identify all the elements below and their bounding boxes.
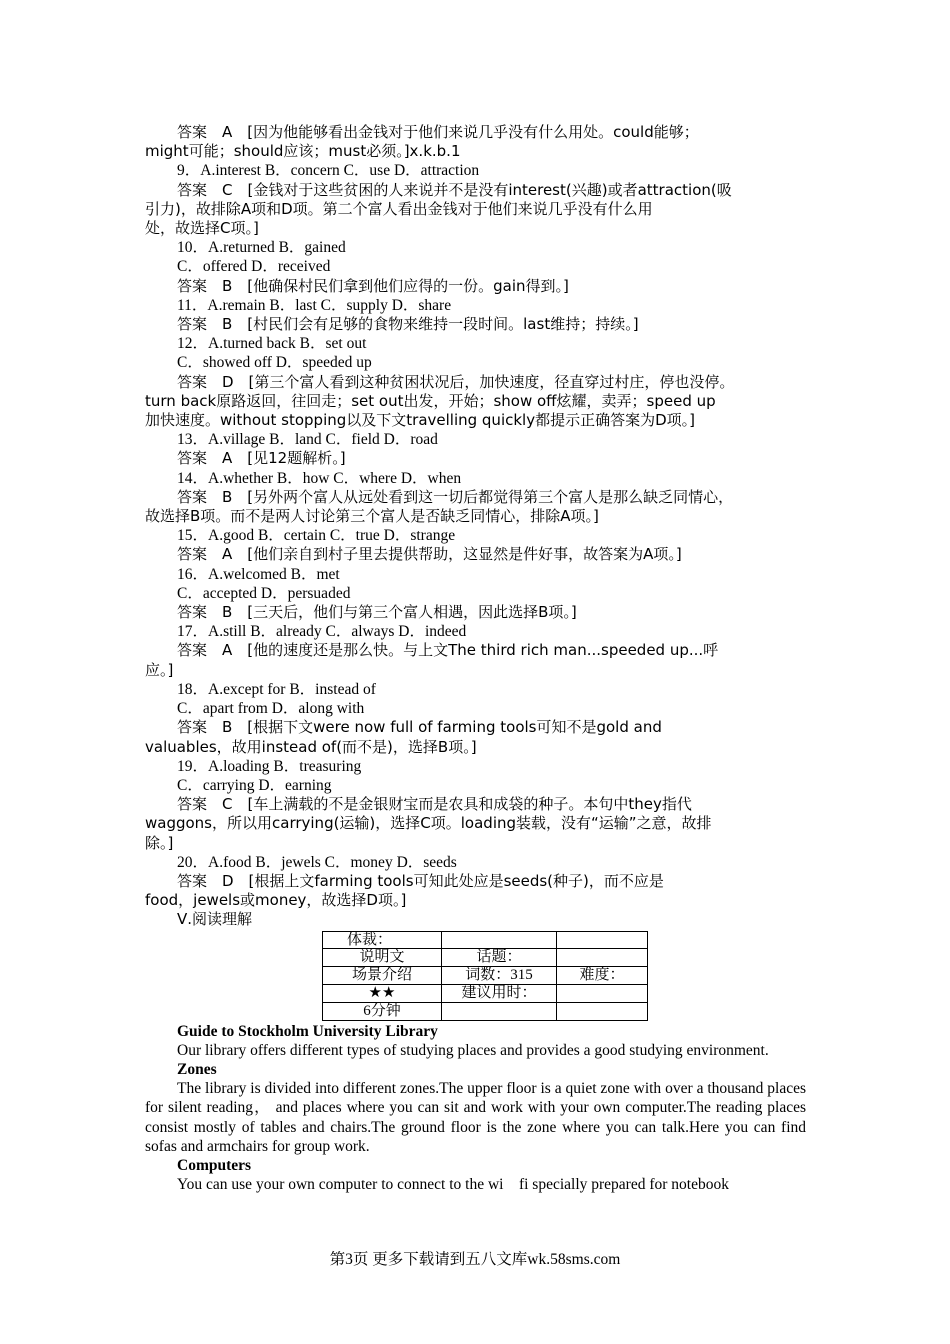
text-line: 答案 B [另外两个富人从远处看到这一切后都觉得第三个富人是那么缺乏同情心， bbox=[177, 487, 734, 506]
text-line: valuables，故用instead of(而不是)，选择B项。] bbox=[145, 737, 477, 756]
text-line: might可能；should应该；must必须。]x.k.b.1 bbox=[145, 142, 461, 161]
info-cell: 场景介绍 bbox=[323, 967, 442, 985]
text-line: 答案 B [三天后，他们与第三个富人相遇，因此选择B项。] bbox=[177, 603, 577, 622]
info-row bbox=[323, 931, 648, 949]
passage-paragraph: Computers bbox=[177, 1156, 252, 1174]
info-cell: 体裁： bbox=[323, 931, 442, 949]
text-line: C．offered D．received bbox=[177, 258, 331, 276]
text-line: 10．A.returned B．gained bbox=[177, 239, 346, 257]
text-line: C．accepted D．persuaded bbox=[177, 584, 351, 602]
info-cell bbox=[557, 931, 648, 949]
text-line: 11．A.remain B．last C．supply D．share bbox=[177, 296, 452, 314]
info-cell bbox=[557, 1002, 648, 1020]
info-cell: 说明文 bbox=[323, 949, 442, 967]
text-line: 13．A.village B．land C．field D．road bbox=[177, 431, 438, 449]
text-line: C．apart from D．along with bbox=[177, 700, 365, 718]
passage-paragraph: Zones bbox=[177, 1060, 217, 1078]
info-cell: 建议用时： bbox=[442, 984, 557, 1002]
text-line: 9．A.interest B．concern C．use D．attraction bbox=[177, 162, 480, 180]
text-line: 答案 D [第三个富人看到这种贫困状况后，加快速度，径直穿过村庄，停也没停。 bbox=[177, 372, 735, 391]
info-cell bbox=[557, 984, 648, 1002]
info-cell: 6分钟 bbox=[323, 1002, 442, 1020]
document-body bbox=[145, 123, 806, 1194]
text-line: 答案 C [金钱对于这些贫困的人来说并不是没有interest(兴趣)或者attraction(吸 bbox=[177, 180, 732, 199]
info-row bbox=[323, 984, 648, 1002]
text-line: C．showed off D．speeded up bbox=[177, 354, 372, 372]
reading-passage bbox=[145, 1022, 806, 1195]
page-footer: 第3页 更多下载请到五八文库wk.58sms.com bbox=[329, 1251, 621, 1268]
text-line: 16．A.welcomed B．met bbox=[177, 565, 340, 583]
text-line: 12．A.turned back B．set out bbox=[177, 335, 367, 353]
info-cell: 话题： bbox=[442, 949, 557, 967]
info-cell bbox=[557, 949, 648, 967]
text-line: 答案 B [村民们会有足够的食物来维持一段时间。last维持；持续。] bbox=[177, 315, 639, 334]
passage-paragraph: Guide to Stockholm University Library bbox=[177, 1022, 438, 1040]
text-line: 17．A.still B．already C．always D．indeed bbox=[177, 623, 467, 641]
passage-info-table bbox=[322, 931, 648, 1021]
info-cell: 难度： bbox=[557, 967, 648, 985]
text-line: 18．A.except for B．instead of bbox=[177, 680, 376, 698]
text-line: 14．A.whether B．how C．where D．when bbox=[177, 469, 462, 487]
info-cell: ★★ bbox=[323, 984, 442, 1002]
text-line: 答案 D [根据上文farming tools可知此处应是seeds(种子)，而不应是 bbox=[177, 871, 664, 890]
text-line: 19．A.loading B．treasuring bbox=[177, 757, 362, 775]
text-line: 引力)，故排除A项和D项。第二个富人看出金钱对于他们来说几乎没有什么用 bbox=[145, 199, 653, 218]
text-line: 答案 A [因为他能够看出金钱对于他们来说几乎没有什么用处。could能够； bbox=[177, 123, 699, 141]
info-cell bbox=[442, 931, 557, 949]
text-line: 答案 B [根据下文were now full of farming tools可知不是gold and bbox=[177, 718, 662, 737]
info-row bbox=[323, 967, 648, 985]
text-line: 20．A.food B．jewels C．money D．seeds bbox=[177, 853, 457, 871]
info-cell bbox=[442, 1002, 557, 1020]
passage-paragraph: The library is divided into different zones.The upper floor is a quiet zone with over a thousand places for silent reading， and places where you can sit and work with your own computer.The reading places consist mostly of tables and chairs.The ground floor is the zone where you can talk.Here you can find sofas and armchairs for group work. bbox=[145, 1080, 806, 1155]
info-row bbox=[323, 949, 648, 967]
text-line: 除。] bbox=[145, 833, 174, 852]
info-row bbox=[323, 1002, 648, 1020]
text-line: 答案 B [他确保村民们拿到他们应得的一份。gain得到。] bbox=[177, 276, 569, 295]
info-cell: 词数：315 bbox=[442, 967, 557, 985]
text-line: 应。] bbox=[145, 660, 174, 679]
text-line: turn back原路返回，往回走；set out出发，开始；show off炫耀，卖弄；speed up bbox=[145, 391, 716, 410]
text-line: waggons，所以用carrying(运输)，选择C项。loading装载，没有“运输”之意，故排 bbox=[145, 814, 712, 833]
text-line: 故选择B项。而不是两人讨论第三个富人是否缺乏同情心，排除A项。] bbox=[145, 507, 599, 526]
text-line: 15．A.good B．certain C．true D．strange bbox=[177, 527, 456, 545]
text-line: food，jewels或money，故选择D项。] bbox=[145, 891, 407, 910]
text-line: Ⅴ.阅读理解 bbox=[177, 910, 253, 929]
text-line: 答案 A [他的速度还是那么快。与上文The third rich man...speeded up...呼 bbox=[177, 641, 719, 660]
passage-paragraph: Our library offers different types of studying places and provides a good studying environment. bbox=[177, 1041, 769, 1059]
passage-paragraph: You can use your own computer to connect to the wi fi specially prepared for notebook bbox=[177, 1176, 729, 1194]
text-line: 加快速度。without stopping以及下文travelling quickly都提示正确答案为D项。] bbox=[145, 411, 695, 430]
text-line: 答案 A [他们亲自到村子里去提供帮助，这显然是件好事，故答案为A项。] bbox=[177, 545, 682, 564]
text-line: C．carrying D．earning bbox=[177, 776, 332, 794]
text-line: 答案 C [车上满载的不是金银财宝而是农具和成袋的种子。本句中they指代 bbox=[177, 795, 692, 814]
text-line: 答案 A [见12题解析。] bbox=[177, 449, 346, 468]
text-line: 处，故选择C项。] bbox=[145, 219, 259, 238]
answer-section bbox=[145, 123, 806, 930]
